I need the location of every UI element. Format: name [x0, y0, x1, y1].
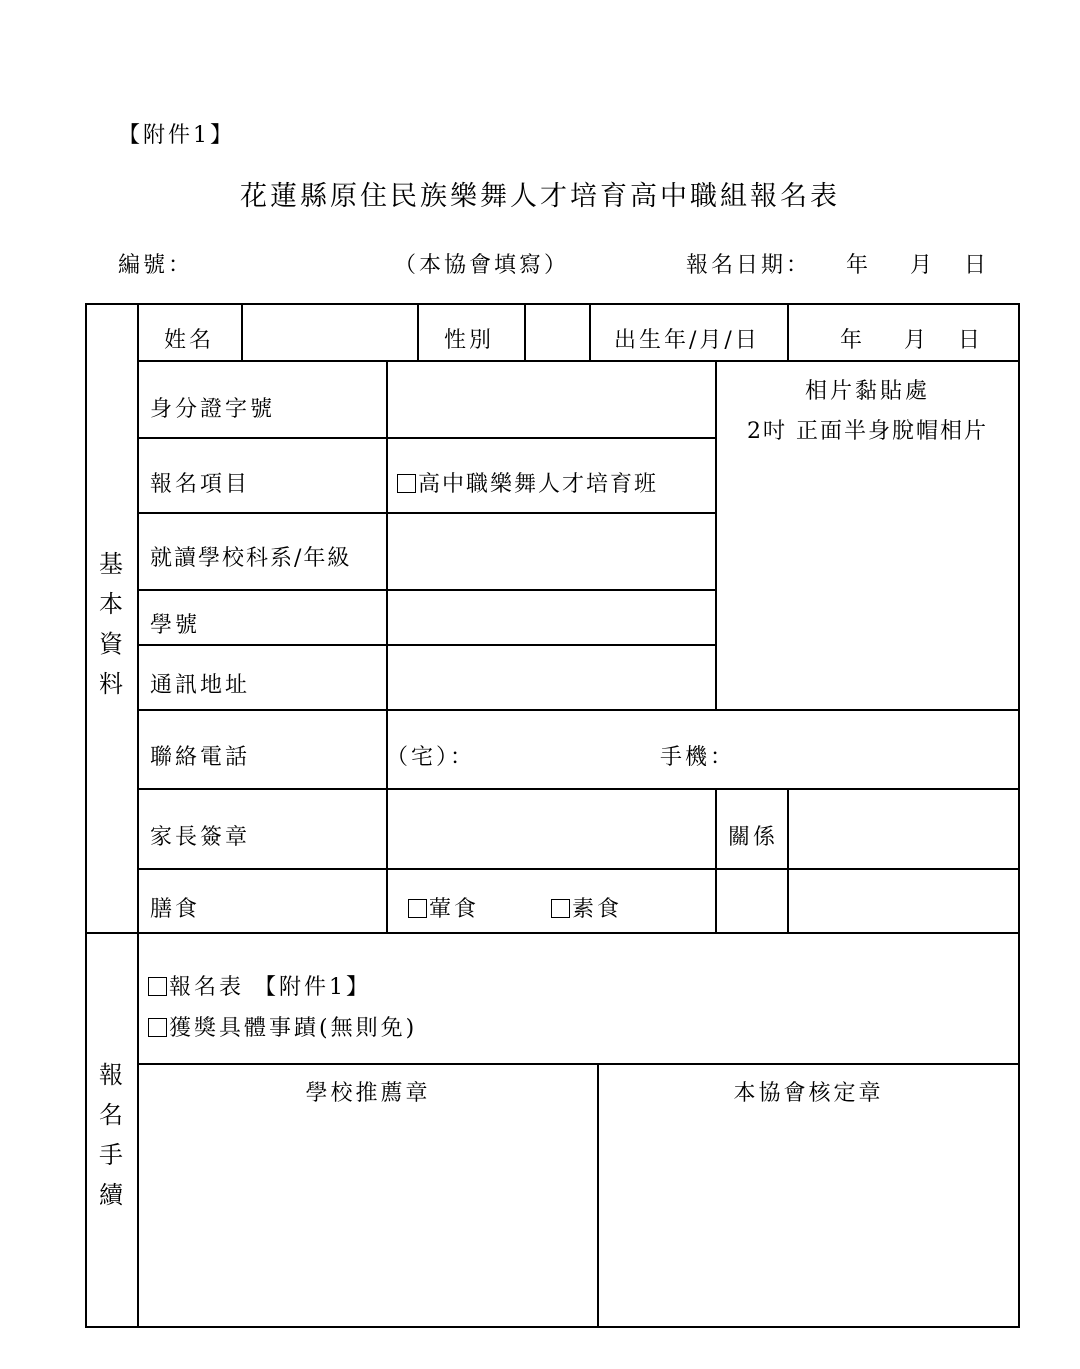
section-basic-char: 本: [99, 590, 123, 618]
gender-label: 性別: [444, 328, 495, 353]
home-phone-label: （宅）：: [386, 745, 476, 770]
school-field[interactable]: [390, 515, 713, 587]
veg-checkbox[interactable]: [551, 899, 570, 918]
address-field[interactable]: [390, 647, 713, 707]
photo-label: 相片黏貼處: [804, 379, 930, 404]
birth-label: 出生年/月/日: [614, 328, 760, 353]
section-basic-char: 基: [99, 550, 123, 578]
date-day: 日: [964, 253, 990, 278]
meal-label: 膳食: [150, 897, 201, 922]
date-label: 報名日期：: [686, 253, 812, 278]
school-label: 就讀學校科系/年級: [150, 546, 352, 571]
phone-label: 聯絡電話: [150, 745, 251, 770]
veg-text: 素食: [572, 897, 623, 922]
item-label: 報名項目: [150, 472, 251, 497]
number-label: 編號：: [118, 253, 194, 278]
meal-option-meat[interactable]: [408, 892, 479, 923]
student-no-label: 學號: [150, 613, 201, 638]
checklist-award[interactable]: [148, 1011, 417, 1042]
mobile-label: 手機：: [660, 745, 736, 770]
school-seal-area[interactable]: [141, 1110, 595, 1322]
section-procedure-char: 手: [99, 1141, 123, 1169]
section-procedure: [91, 1055, 131, 1215]
relation-field[interactable]: [791, 792, 1016, 866]
section-basic-info: [91, 544, 131, 704]
meat-text: 葷食: [429, 897, 480, 922]
section-basic-char: 資: [99, 630, 123, 658]
address-label: 通訊地址: [150, 673, 251, 698]
mobile-field[interactable]: [740, 714, 1010, 784]
home-phone-field[interactable]: [480, 714, 640, 784]
association-seal-area[interactable]: [601, 1110, 1016, 1322]
form-checkbox[interactable]: [148, 977, 167, 996]
checklist-form[interactable]: [148, 970, 371, 1001]
name-field[interactable]: [245, 306, 415, 358]
photo-size-note: 2吋 正面半身脫帽相片: [747, 419, 988, 444]
guardian-signature-field[interactable]: [390, 792, 713, 866]
attachment-label: 【附件1】: [118, 123, 235, 148]
section-procedure-char: 名: [99, 1101, 123, 1129]
birth-year[interactable]: 年: [840, 328, 866, 353]
relation-label: 關係: [728, 825, 779, 850]
id-number-label: 身分證字號: [150, 397, 276, 422]
name-label: 姓名: [164, 328, 215, 353]
award-checklist-text: 獲獎具體事蹟(無則免): [169, 1016, 418, 1041]
meat-checkbox[interactable]: [408, 899, 427, 918]
section-basic-char: 料: [99, 670, 123, 698]
item-checkbox[interactable]: [397, 474, 416, 493]
section-procedure-char: 報: [99, 1061, 123, 1089]
birth-day[interactable]: 日: [958, 328, 984, 353]
id-number-field[interactable]: [390, 364, 713, 436]
item-option[interactable]: [397, 467, 658, 498]
filled-by-note: （本協會填寫）: [394, 253, 570, 278]
meal-option-veg[interactable]: [551, 892, 622, 923]
guardian-label: 家長簽章: [150, 825, 251, 850]
birth-month[interactable]: 月: [904, 328, 930, 353]
item-option-text: 高中職樂舞人才培育班: [418, 472, 659, 497]
gender-field[interactable]: [528, 306, 587, 358]
form-checklist-text: 報名表 【附件1】: [169, 975, 371, 1000]
section-procedure-char: 續: [99, 1181, 123, 1209]
award-checkbox[interactable]: [148, 1018, 167, 1037]
date-month: 月: [910, 253, 936, 278]
school-seal-label: 學校推薦章: [305, 1081, 431, 1106]
date-year: 年: [846, 253, 872, 278]
student-no-field[interactable]: [390, 592, 713, 642]
form-title: 花蓮縣原住民族樂舞人才培育高中職組報名表: [240, 181, 840, 212]
association-seal-label: 本協會核定章: [733, 1081, 884, 1106]
